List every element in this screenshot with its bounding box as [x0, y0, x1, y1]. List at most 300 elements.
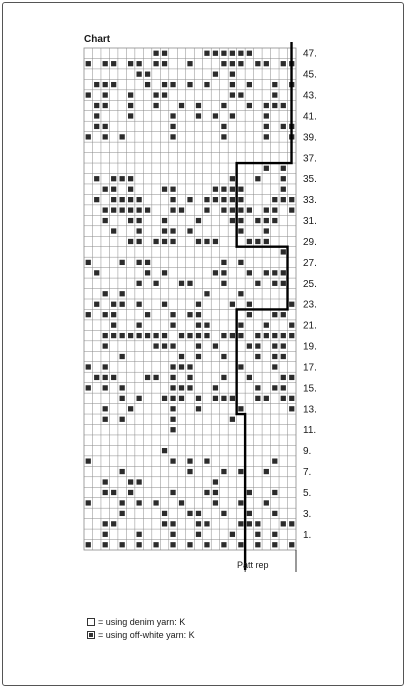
- stitch-off-white: [196, 343, 201, 348]
- stitch-off-white: [289, 302, 294, 307]
- stitch-off-white: [221, 511, 226, 516]
- row-number-label: 33.: [303, 195, 317, 207]
- stitch-off-white: [179, 364, 184, 369]
- stitch-off-white: [272, 458, 277, 463]
- stitch-off-white: [136, 323, 141, 328]
- stitch-off-white: [103, 61, 108, 66]
- stitch-off-white: [179, 396, 184, 401]
- stitch-off-white: [213, 490, 218, 495]
- stitch-off-white: [120, 207, 125, 212]
- stitch-off-white: [162, 270, 167, 275]
- stitch-off-white: [136, 500, 141, 505]
- stitch-off-white: [145, 260, 150, 265]
- stitch-off-white: [179, 333, 184, 338]
- stitch-off-white: [145, 72, 150, 77]
- stitch-off-white: [264, 270, 269, 275]
- stitch-off-white: [111, 187, 116, 192]
- stitch-off-white: [238, 260, 243, 265]
- stitch-off-white: [103, 134, 108, 139]
- stitch-off-white: [238, 291, 243, 296]
- stitch-off-white: [111, 302, 116, 307]
- stitch-off-white: [128, 239, 133, 244]
- stitch-off-white: [264, 323, 269, 328]
- stitch-off-white: [111, 176, 116, 181]
- stitch-off-white: [170, 532, 175, 537]
- stitch-off-white: [111, 228, 116, 233]
- stitch-off-white: [170, 228, 175, 233]
- stitch-off-white: [238, 92, 243, 97]
- stitch-off-white: [204, 291, 209, 296]
- stitch-off-white: [103, 532, 108, 537]
- stitch-off-white: [264, 228, 269, 233]
- stitch-off-white: [136, 72, 141, 77]
- stitch-off-white: [86, 364, 91, 369]
- stitch-off-white: [196, 354, 201, 359]
- row-number-label: 35.: [303, 174, 317, 186]
- stitch-off-white: [281, 197, 286, 202]
- stitch-off-white: [103, 218, 108, 223]
- stitch-off-white: [264, 134, 269, 139]
- stitch-off-white: [255, 176, 260, 181]
- stitch-off-white: [187, 511, 192, 516]
- stitch-off-white: [94, 113, 99, 118]
- stitch-off-white: [94, 375, 99, 380]
- stitch-off-white: [111, 82, 116, 87]
- stitch-off-white: [221, 61, 226, 66]
- stitch-off-white: [247, 51, 252, 56]
- stitch-off-white: [221, 134, 226, 139]
- stitch-off-white: [272, 354, 277, 359]
- stitch-off-white: [162, 239, 167, 244]
- stitch-off-white: [120, 511, 125, 516]
- stitch-off-white: [289, 521, 294, 526]
- stitch-off-white: [187, 281, 192, 286]
- stitch-off-white: [221, 354, 226, 359]
- stitch-off-white: [230, 333, 235, 338]
- stitch-off-white: [187, 542, 192, 547]
- stitch-off-white: [111, 197, 116, 202]
- stitch-off-white: [170, 239, 175, 244]
- stitch-off-white: [128, 176, 133, 181]
- stitch-off-white: [120, 134, 125, 139]
- stitch-off-white: [272, 103, 277, 108]
- stitch-off-white: [221, 207, 226, 212]
- stitch-off-white: [136, 239, 141, 244]
- stitch-off-white: [221, 103, 226, 108]
- stitch-off-white: [145, 375, 150, 380]
- stitch-off-white: [238, 364, 243, 369]
- stitch-off-white: [111, 333, 116, 338]
- row-number-label: 25.: [303, 278, 317, 290]
- stitch-off-white: [136, 302, 141, 307]
- stitch-off-white: [264, 218, 269, 223]
- stitch-off-white: [230, 197, 235, 202]
- stitch-off-white: [128, 406, 133, 411]
- stitch-off-white: [136, 479, 141, 484]
- stitch-off-white: [170, 187, 175, 192]
- stitch-off-white: [170, 207, 175, 212]
- stitch-off-white: [103, 291, 108, 296]
- stitch-off-white: [170, 323, 175, 328]
- stitch-off-white: [230, 417, 235, 422]
- stitch-off-white: [196, 396, 201, 401]
- stitch-off-white: [255, 521, 260, 526]
- stitch-off-white: [289, 406, 294, 411]
- stitch-off-white: [281, 521, 286, 526]
- stitch-off-white: [238, 51, 243, 56]
- stitch-off-white: [264, 396, 269, 401]
- row-number-label: 23.: [303, 299, 317, 311]
- stitch-off-white: [103, 521, 108, 526]
- stitch-off-white: [103, 364, 108, 369]
- stitch-off-white: [230, 218, 235, 223]
- stitch-off-white: [196, 218, 201, 223]
- stitch-off-white: [86, 134, 91, 139]
- stitch-off-white: [289, 197, 294, 202]
- stitch-off-white: [187, 312, 192, 317]
- stitch-off-white: [187, 228, 192, 233]
- stitch-off-white: [196, 113, 201, 118]
- stitch-off-white: [230, 113, 235, 118]
- stitch-off-white: [128, 479, 133, 484]
- stitch-off-white: [272, 207, 277, 212]
- stitch-off-white: [170, 427, 175, 432]
- stitch-off-white: [153, 51, 158, 56]
- stitch-off-white: [264, 207, 269, 212]
- stitch-off-white: [221, 187, 226, 192]
- stitch-off-white: [221, 124, 226, 129]
- stitch-off-white: [272, 92, 277, 97]
- stitch-off-white: [281, 354, 286, 359]
- stitch-off-white: [272, 364, 277, 369]
- legend-off-white: [87, 630, 195, 640]
- stitch-off-white: [281, 176, 286, 181]
- stitch-off-white: [281, 124, 286, 129]
- stitch-off-white: [162, 61, 167, 66]
- stitch-off-white: [103, 406, 108, 411]
- open-square-icon: [87, 618, 95, 626]
- stitch-off-white: [128, 103, 133, 108]
- stitch-off-white: [238, 228, 243, 233]
- stitch-off-white: [221, 281, 226, 286]
- stitch-off-white: [153, 500, 158, 505]
- patt-rep-label: Patt rep: [237, 560, 269, 570]
- stitch-off-white: [272, 385, 277, 390]
- chart-title: Chart: [84, 34, 111, 45]
- stitch-off-white: [196, 103, 201, 108]
- stitch-off-white: [213, 396, 218, 401]
- stitch-off-white: [179, 281, 184, 286]
- stitch-off-white: [221, 270, 226, 275]
- stitch-off-white: [289, 333, 294, 338]
- stitch-off-white: [111, 323, 116, 328]
- stitch-off-white: [120, 542, 125, 547]
- stitch-off-white: [170, 124, 175, 129]
- stitch-off-white: [196, 532, 201, 537]
- stitch-off-white: [94, 270, 99, 275]
- stitch-off-white: [213, 51, 218, 56]
- stitch-off-white: [128, 187, 133, 192]
- row-number-label: 41.: [303, 111, 317, 123]
- stitch-off-white: [86, 92, 91, 97]
- stitch-off-white: [281, 333, 286, 338]
- stitch-off-white: [170, 521, 175, 526]
- stitch-off-white: [213, 385, 218, 390]
- stitch-off-white: [145, 207, 150, 212]
- stitch-off-white: [162, 51, 167, 56]
- stitch-off-white: [247, 490, 252, 495]
- stitch-off-white: [120, 302, 125, 307]
- stitch-off-white: [153, 343, 158, 348]
- stitch-off-white: [255, 218, 260, 223]
- stitch-off-white: [86, 542, 91, 547]
- stitch-off-white: [238, 500, 243, 505]
- stitch-off-white: [136, 532, 141, 537]
- stitch-off-white: [247, 270, 252, 275]
- stitch-off-white: [86, 458, 91, 463]
- stitch-off-white: [281, 166, 286, 171]
- stitch-off-white: [272, 218, 277, 223]
- stitch-off-white: [289, 207, 294, 212]
- stitch-off-white: [272, 312, 277, 317]
- stitch-off-white: [103, 82, 108, 87]
- stitch-off-white: [281, 281, 286, 286]
- row-number-label: 39.: [303, 132, 317, 144]
- stitch-off-white: [255, 532, 260, 537]
- stitch-off-white: [179, 103, 184, 108]
- stitch-off-white: [103, 207, 108, 212]
- stitch-off-white: [204, 239, 209, 244]
- stitch-off-white: [120, 260, 125, 265]
- stitch-off-white: [136, 333, 141, 338]
- stitch-off-white: [196, 406, 201, 411]
- stitch-off-white: [204, 82, 209, 87]
- stitch-off-white: [120, 417, 125, 422]
- stitch-off-white: [221, 469, 226, 474]
- stitch-off-white: [153, 281, 158, 286]
- stitch-off-white: [86, 260, 91, 265]
- stitch-off-white: [103, 385, 108, 390]
- stitch-off-white: [136, 218, 141, 223]
- row-number-label: 31.: [303, 216, 317, 228]
- stitch-off-white: [281, 103, 286, 108]
- stitch-off-white: [111, 375, 116, 380]
- stitch-off-white: [264, 166, 269, 171]
- stitch-off-white: [247, 343, 252, 348]
- stitch-off-white: [272, 270, 277, 275]
- stitch-off-white: [162, 448, 167, 453]
- row-number-label: 45.: [303, 69, 317, 81]
- stitch-off-white: [120, 396, 125, 401]
- stitch-off-white: [264, 61, 269, 66]
- stitch-off-white: [281, 396, 286, 401]
- stitch-off-white: [204, 333, 209, 338]
- stitch-off-white: [255, 396, 260, 401]
- stitch-off-white: [264, 500, 269, 505]
- stitch-off-white: [162, 187, 167, 192]
- stitch-off-white: [111, 207, 116, 212]
- stitch-off-white: [111, 521, 116, 526]
- stitch-off-white: [221, 333, 226, 338]
- stitch-off-white: [247, 82, 252, 87]
- stitch-off-white: [255, 542, 260, 547]
- stitch-off-white: [264, 103, 269, 108]
- stitch-off-white: [247, 521, 252, 526]
- stitch-off-white: [103, 333, 108, 338]
- stitch-off-white: [281, 343, 286, 348]
- stitch-off-white: [103, 490, 108, 495]
- stitch-off-white: [179, 207, 184, 212]
- stitch-off-white: [120, 333, 125, 338]
- stitch-off-white: [170, 396, 175, 401]
- stitch-off-white: [187, 385, 192, 390]
- stitch-off-white: [103, 375, 108, 380]
- stitch-off-white: [238, 469, 243, 474]
- row-number-label: 5.: [303, 487, 312, 499]
- stitch-off-white: [281, 270, 286, 275]
- stitch-off-white: [238, 521, 243, 526]
- row-number-label: 7.: [303, 467, 312, 479]
- stitch-off-white: [255, 354, 260, 359]
- stitch-off-white: [264, 124, 269, 129]
- stitch-off-white: [94, 176, 99, 181]
- stitch-off-white: [170, 364, 175, 369]
- stitch-off-white: [281, 61, 286, 66]
- stitch-off-white: [128, 92, 133, 97]
- stitch-off-white: [213, 239, 218, 244]
- stitch-off-white: [153, 92, 158, 97]
- stitch-off-white: [162, 228, 167, 233]
- stitch-off-white: [213, 343, 218, 348]
- stitch-off-white: [230, 532, 235, 537]
- stitch-off-white: [136, 281, 141, 286]
- stitch-off-white: [170, 82, 175, 87]
- stitch-off-white: [128, 197, 133, 202]
- row-number-label: 3.: [303, 508, 312, 520]
- stitch-off-white: [162, 343, 167, 348]
- stitch-off-white: [170, 343, 175, 348]
- stitch-off-white: [111, 312, 116, 317]
- stitch-off-white: [136, 207, 141, 212]
- stitch-off-white: [247, 239, 252, 244]
- stitch-off-white: [128, 61, 133, 66]
- stitch-off-white: [272, 511, 277, 516]
- stitch-off-white: [153, 542, 158, 547]
- stitch-off-white: [86, 500, 91, 505]
- stitch-off-white: [204, 521, 209, 526]
- stitch-off-white: [213, 500, 218, 505]
- stitch-off-white: [111, 61, 116, 66]
- stitch-off-white: [162, 92, 167, 97]
- stitch-off-white: [230, 302, 235, 307]
- stitch-off-white: [103, 417, 108, 422]
- stitch-off-white: [221, 260, 226, 265]
- stitch-off-white: [289, 323, 294, 328]
- stitch-off-white: [170, 134, 175, 139]
- stitch-off-white: [187, 469, 192, 474]
- stitch-off-white: [94, 124, 99, 129]
- stitch-off-white: [103, 343, 108, 348]
- stitch-off-white: [196, 521, 201, 526]
- stitch-off-white: [272, 333, 277, 338]
- stitch-off-white: [238, 197, 243, 202]
- stitch-off-white: [213, 479, 218, 484]
- stitch-off-white: [170, 490, 175, 495]
- stitch-off-white: [145, 312, 150, 317]
- stitch-off-white: [120, 385, 125, 390]
- stitch-off-white: [264, 239, 269, 244]
- row-number-label: 37.: [303, 153, 317, 165]
- stitch-off-white: [230, 176, 235, 181]
- stitch-off-white: [255, 61, 260, 66]
- stitch-off-white: [128, 218, 133, 223]
- stitch-off-white: [230, 51, 235, 56]
- stitch-off-white: [272, 343, 277, 348]
- stitch-off-white: [196, 323, 201, 328]
- stitch-off-white: [162, 82, 167, 87]
- stitch-off-white: [162, 302, 167, 307]
- stitch-off-white: [187, 82, 192, 87]
- stitch-off-white: [162, 218, 167, 223]
- stitch-off-white: [170, 385, 175, 390]
- stitch-off-white: [187, 375, 192, 380]
- stitch-off-white: [238, 542, 243, 547]
- stitch-off-white: [187, 333, 192, 338]
- stitch-off-white: [230, 72, 235, 77]
- stitch-off-white: [162, 521, 167, 526]
- stitch-off-white: [221, 375, 226, 380]
- stitch-off-white: [272, 490, 277, 495]
- stitch-off-white: [204, 197, 209, 202]
- row-number-label: 13.: [303, 404, 317, 416]
- stitch-off-white: [170, 406, 175, 411]
- stitch-off-white: [170, 542, 175, 547]
- stitch-off-white: [238, 61, 243, 66]
- stitch-off-white: [128, 333, 133, 338]
- stitch-off-white: [247, 375, 252, 380]
- stitch-off-white: [136, 61, 141, 66]
- stitch-off-white: [289, 396, 294, 401]
- legend-off-white-text: = using off-white yarn: K: [98, 630, 195, 640]
- stitch-off-white: [162, 396, 167, 401]
- stitch-off-white: [196, 302, 201, 307]
- stitch-off-white: [281, 375, 286, 380]
- stitch-off-white: [145, 333, 150, 338]
- stitch-off-white: [136, 260, 141, 265]
- stitch-off-white: [289, 375, 294, 380]
- stitch-off-white: [204, 542, 209, 547]
- stitch-off-white: [204, 458, 209, 463]
- stitch-off-white: [264, 333, 269, 338]
- stitch-off-white: [153, 333, 158, 338]
- filled-dot-square-icon: [87, 631, 95, 639]
- stitch-off-white: [170, 417, 175, 422]
- stitch-off-white: [162, 333, 167, 338]
- stitch-off-white: [170, 312, 175, 317]
- stitch-off-white: [120, 500, 125, 505]
- stitch-off-white: [213, 270, 218, 275]
- stitch-off-white: [221, 51, 226, 56]
- stitch-off-white: [170, 458, 175, 463]
- stitch-off-white: [264, 469, 269, 474]
- stitch-off-white: [103, 312, 108, 317]
- stitch-off-white: [103, 124, 108, 129]
- stitch-off-white: [221, 197, 226, 202]
- stitch-off-white: [162, 511, 167, 516]
- stitch-off-white: [136, 542, 141, 547]
- stitch-off-white: [136, 396, 141, 401]
- stitch-off-white: [238, 218, 243, 223]
